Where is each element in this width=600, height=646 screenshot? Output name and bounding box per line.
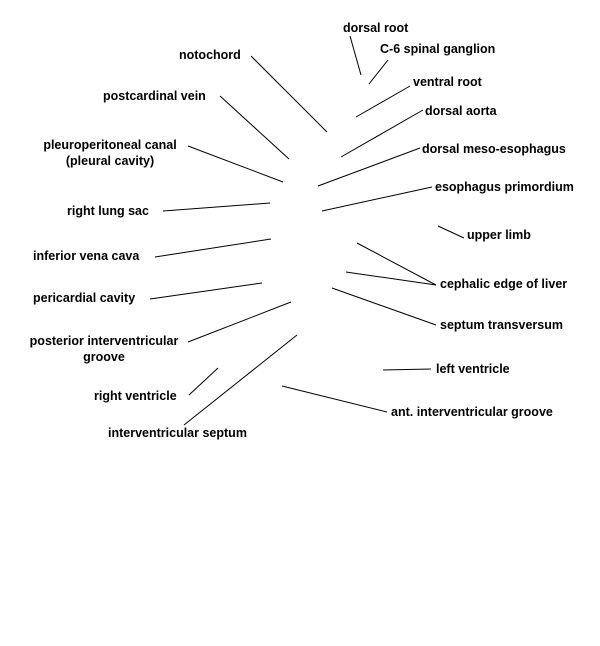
- leader-notochord: [251, 56, 327, 132]
- leader-ant-interventricular-groove: [282, 386, 387, 412]
- leader-inferior-vena-cava: [155, 239, 271, 257]
- label-upper-limb: upper limb: [467, 228, 531, 242]
- label-right-ventricle: right ventricle: [94, 389, 177, 403]
- leader-cephalic-edge-liver-b: [346, 272, 436, 285]
- leader-dorsal-aorta: [341, 110, 423, 157]
- leader-cephalic-edge-liver-a: [357, 243, 436, 285]
- label-left-ventricle: left ventricle: [436, 362, 510, 376]
- leader-ventral-root: [356, 86, 410, 117]
- leader-dorsal-root: [350, 36, 361, 75]
- leader-right-lung-sac: [163, 203, 270, 211]
- label-posterior-interventricular-groove-line1: posterior interventricular: [29, 334, 179, 348]
- label-right-lung-sac: right lung sac: [67, 204, 149, 218]
- label-notochord: notochord: [179, 48, 241, 62]
- label-dorsal-aorta: dorsal aorta: [425, 104, 497, 118]
- label-pleuroperitoneal-canal: [30, 137, 190, 169]
- leader-septum-transversum: [332, 288, 436, 325]
- leader-pericardial-cavity: [150, 283, 262, 299]
- leader-postcardinal-vein: [220, 96, 289, 159]
- label-pleuroperitoneal-canal-line2: (pleural cavity): [65, 154, 155, 168]
- label-cephalic-edge-of-liver: cephalic edge of liver: [440, 277, 568, 291]
- label-dorsal-meso-esophagus: dorsal meso-esophagus: [422, 142, 566, 156]
- label-esophagus-primordium: esophagus primordium: [435, 180, 574, 194]
- label-ant-interventricular-groove: ant. interventricular groove: [391, 405, 553, 419]
- leader-c6-spinal-ganglion: [369, 60, 388, 84]
- label-inferior-vena-cava: inferior vena cava: [33, 249, 140, 263]
- leader-interventricular-septum: [184, 335, 297, 425]
- label-pleuroperitoneal-canal-line1: pleuroperitoneal canal: [43, 138, 177, 152]
- label-septum-transversum: septum transversum: [440, 318, 563, 332]
- leader-left-ventricle: [383, 369, 431, 370]
- leader-right-ventricle: [189, 368, 218, 395]
- leader-dorsal-meso-esophagus: [318, 148, 420, 186]
- label-dorsal-root: dorsal root: [343, 21, 409, 35]
- label-postcardinal-vein: postcardinal vein: [103, 89, 206, 103]
- leader-esophagus-primordium: [322, 187, 432, 211]
- label-posterior-interventricular-groove-line2: groove: [83, 350, 125, 364]
- leader-posterior-interventricular-groove: [188, 302, 291, 342]
- leader-pleuroperitoneal-canal: [188, 146, 283, 182]
- label-posterior-interventricular-groove: [14, 333, 194, 365]
- label-pericardial-cavity: pericardial cavity: [33, 291, 136, 305]
- label-ventral-root: ventral root: [413, 75, 482, 89]
- leader-upper-limb: [438, 226, 464, 238]
- label-interventricular-septum: interventricular septum: [108, 426, 247, 440]
- label-c6-spinal-ganglion: C-6 spinal ganglion: [380, 42, 496, 56]
